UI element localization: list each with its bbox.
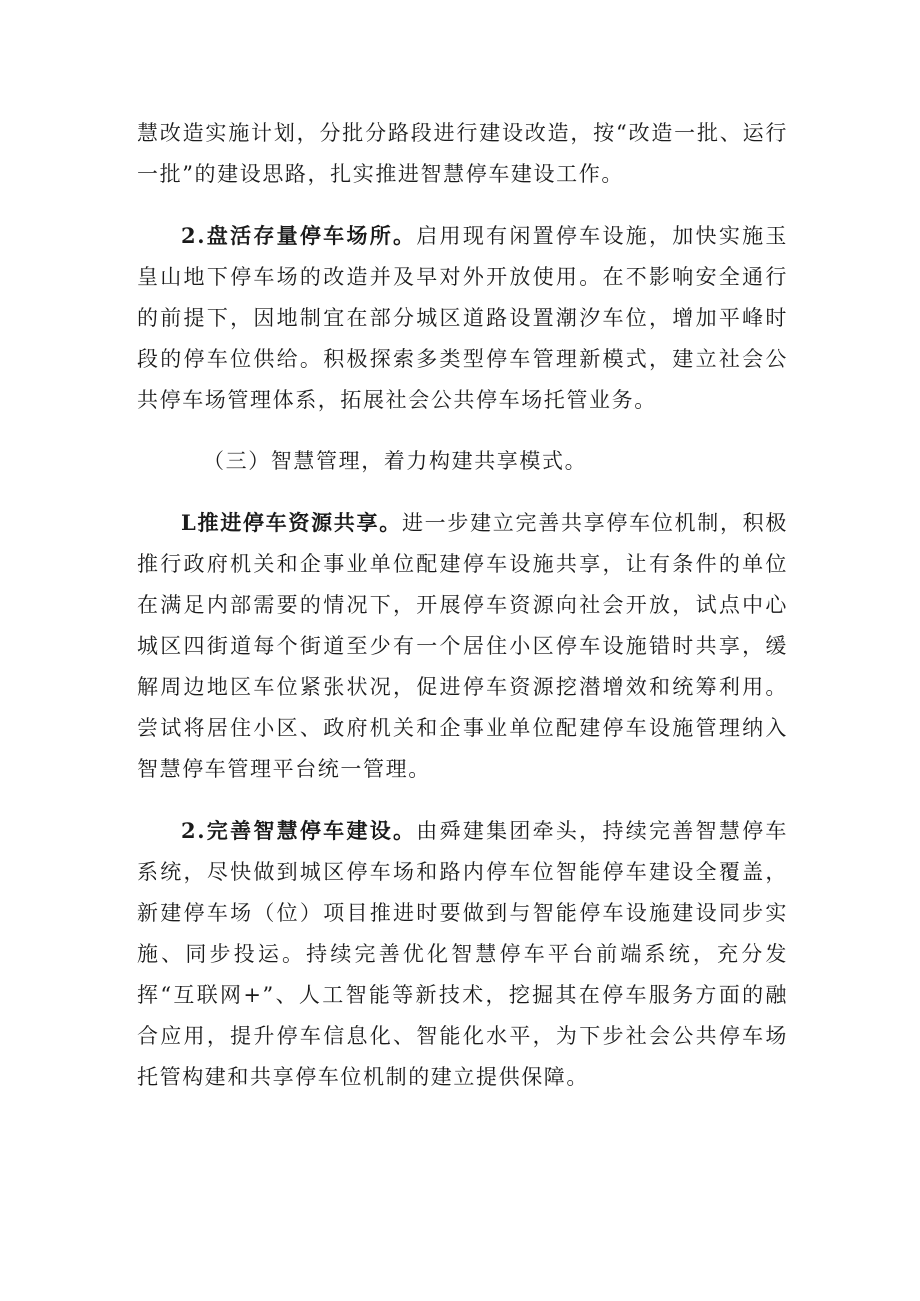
- paragraph-gap: [137, 790, 788, 810]
- document-page: [137, 113, 788, 1098]
- paragraph-revitalize-parking: [137, 215, 788, 421]
- paragraph-continuation: [137, 113, 788, 195]
- paragraph-text: 由舜建集团牵头，持续完善智慧停车系统，尽快做到城区停车场和路内停车位智能停车建设全覆盖，新建停车场（位）项目推进时要做到与智能停车设施建设同步实施、同步投运。持续完善优化智慧停车平台前端系统，充分发挥“互联网+”、人工智能等新技术，挖掘其在停车服务方面的融合应用，提升停车信息化、智能化水平，为下步社会公共停车场托管构建和共享停车位机制的建立提供保障。: [137, 819, 788, 1089]
- paragraph-smart-parking: [137, 810, 788, 1098]
- paragraph-text: 慧改造实施计划，分批分路段进行建设改造，按“改造一批、运行一批”的建设思路，扎实推进智慧停车建设工作。: [137, 121, 788, 186]
- section-heading: [137, 441, 788, 482]
- paragraph-gap: [137, 421, 788, 441]
- paragraph-gap: [137, 195, 788, 215]
- paragraph-lead-heading: L推进停车资源共享。: [181, 510, 402, 535]
- paragraph-text: 启用现有闲置停车设施，加快实施玉皇山地下停车场的改造并及早对外开放使用。在不影响安全通行的前提下，因地制宜在部分城区道路设置潮汐车位，增加平峰时段的停车位供给。积极探索多类型停车管理新模式，建立社会公共停车场管理体系，拓展社会公共停车场托管业务。: [137, 224, 788, 412]
- paragraph-lead-heading: 2.完善智慧停车建设。: [181, 818, 417, 843]
- paragraph-text: 进一步建立完善共享停车位机制，积极推行政府机关和企事业单位配建停车设施共享，让有条件的单位在满足内部需要的情况下，开展停车资源向社会开放，试点中心城区四街道每个街道至少有一个居住小区停车设施错时共享，缓解周边地区车位紧张状况，促进停车资源挖潜增效和统筹利用。尝试将居住小区、政府机关和企事业单位配建停车设施管理纳入智慧停车管理平台统一管理。: [137, 511, 789, 781]
- paragraph-resource-sharing: [137, 502, 788, 790]
- paragraph-lead-heading: 2.盘活存量停车场所。: [181, 223, 417, 248]
- paragraph-gap: [137, 482, 788, 502]
- section-heading-text: （三）智慧管理，着力构建共享模式。: [203, 449, 588, 473]
